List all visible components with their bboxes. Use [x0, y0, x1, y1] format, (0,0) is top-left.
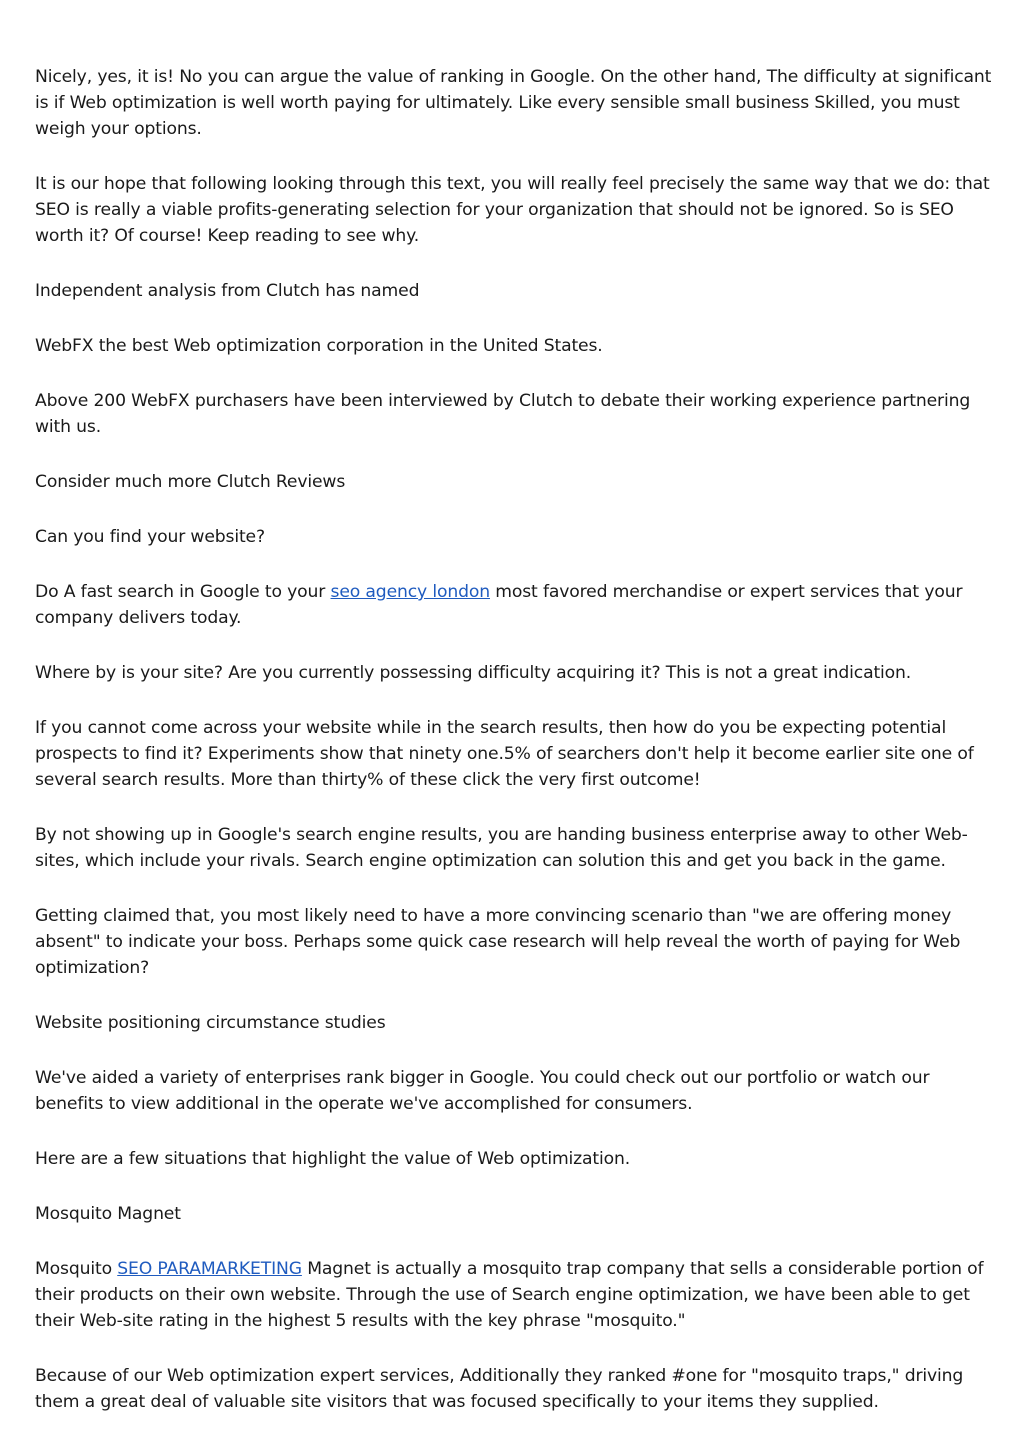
paragraph-find-website: Can you find your website? [35, 527, 265, 547]
paragraph-clutch-reviews: Consider much more Clutch Reviews [35, 472, 346, 492]
paragraph-fast-search [35, 579, 995, 631]
paragraph-fast-search-after: most favored merchandise or expert services that your company delivers today. [35, 582, 963, 628]
paragraph-clutch-analysis: Independent analysis from Clutch has named [35, 281, 420, 301]
paragraph-where-site: Where by is your site? Are you currently possessing difficulty acquiring it? This is not a great indication. [35, 663, 912, 683]
document-body [35, 64, 995, 1444]
seo-paramarketing-link[interactable]: SEO PARAMARKETING [117, 1259, 302, 1279]
paragraph-convincing: Getting claimed that, you most likely need to have a more convincing scenario than "we are offering money absent" to indicate your boss. Perhaps some quick case research will help reveal the worth of paying for Web optimization? [35, 906, 961, 978]
paragraph-hope: It is our hope that following looking through this text, you will really feel precisely the same way that we do: that SEO is really a viable profits-generating selection for your organization that should not be ignored. So is SEO worth it? Of course! Keep reading to see why. [35, 174, 990, 246]
paragraph-purchasers: Above 200 WebFX purchasers have been interviewed by Clutch to debate their working experience partnering with us. [35, 391, 971, 437]
paragraph-mosquito-traps: Because of our Web optimization expert services, Additionally they ranked #one for "mosquito traps," driving them a great deal of valuable site visitors that was focused specifically to your items they supplied. [35, 1366, 964, 1412]
paragraph-mosquito-after: Magnet is actually a mosquito trap company that sells a considerable portion of their products on their own website. Through the use of Search engine optimization, we have been able to get their Web-site rating in the highest 5 results with the key phrase "mosquito." [35, 1259, 984, 1331]
paragraph-situations: Here are a few situations that highlight the value of Web optimization. [35, 1149, 631, 1169]
paragraph-mosquito-before: Mosquito [35, 1259, 118, 1279]
paragraph-fast-search-before: Do A fast search in Google to your [35, 582, 331, 602]
paragraph-webfx-best: WebFX the best Web optimization corporation in the United States. [35, 336, 603, 356]
paragraph-case-studies-heading: Website positioning circumstance studies [35, 1013, 386, 1033]
seo-agency-london-link[interactable]: seo agency london [330, 582, 490, 602]
paragraph-intro: Nicely, yes, it is! No you can argue the value of ranking in Google. On the other hand, The difficulty at significant is if Web optimization is well worth paying for ultimately. Like every sensible small business Skilled, you must weigh your options. [35, 67, 992, 139]
paragraph-search-results: If you cannot come across your website while in the search results, then how do you be expecting potential prospects to find it? Experiments show that ninety one.5% of searchers don't help it become earlier site one of several search results. More than thirty% of these click the very first outcome! [35, 718, 974, 790]
paragraph-not-showing: By not showing up in Google's search engine results, you are handing business enterprise away to other Web-sites, which include your rivals. Search engine optimization can solution this and get you back in the game. [35, 825, 968, 871]
paragraph-mosquito-magnet [35, 1256, 995, 1334]
paragraph-mosquito-heading: Mosquito Magnet [35, 1204, 181, 1224]
paragraph-aided-enterprises: We've aided a variety of enterprises rank bigger in Google. You could check out our portfolio or watch our benefits to view additional in the operate we've accomplished for consumers. [35, 1068, 930, 1114]
